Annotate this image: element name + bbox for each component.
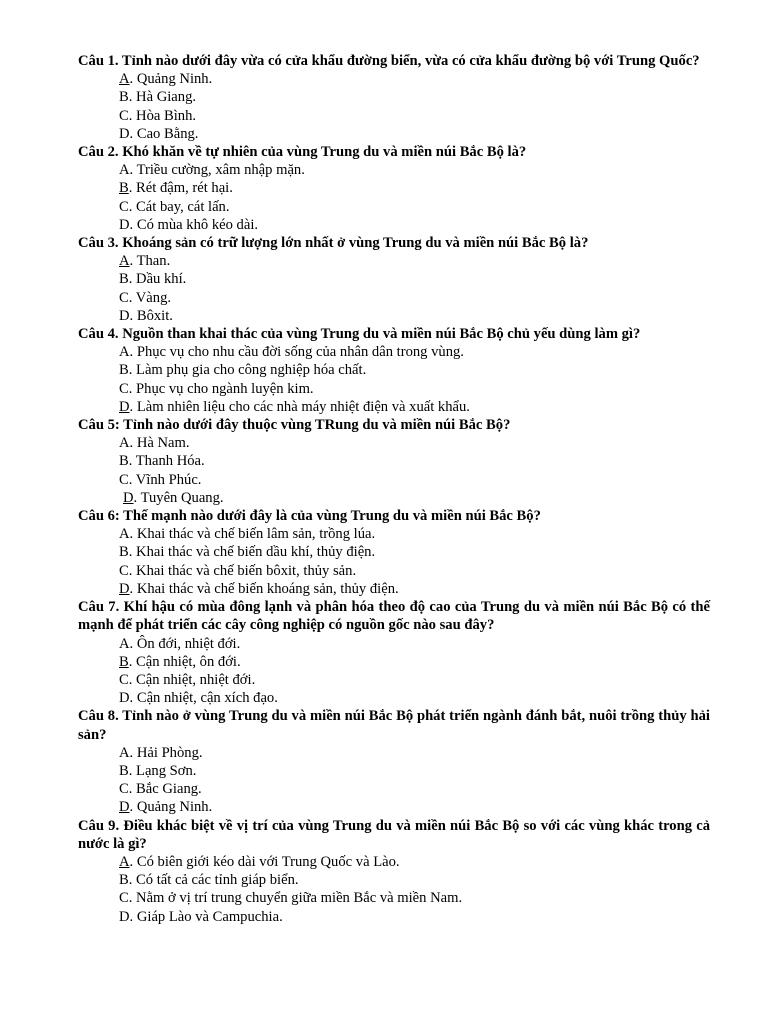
question-block xyxy=(78,143,710,234)
answer-options xyxy=(78,161,710,234)
answer-option-a xyxy=(119,70,710,88)
answer-text: . Hòa Bình. xyxy=(128,107,197,124)
answer-option-d xyxy=(119,580,710,598)
answer-text: . Tuyên Quang. xyxy=(133,489,224,506)
question-block xyxy=(78,416,710,507)
answer-text: . Cận nhiệt, cận xích đạo. xyxy=(129,690,278,707)
answer-text: . Vàng. xyxy=(128,289,172,306)
answer-option-c xyxy=(119,562,710,580)
answer-text: . Phục vụ cho nhu cầu đời sống của nhân dân trong vùng. xyxy=(129,344,464,361)
question-block xyxy=(78,707,710,816)
correct-answer-letter: D xyxy=(119,580,130,597)
correct-answer-letter: B xyxy=(119,180,129,197)
answer-options xyxy=(78,635,710,708)
answer-text: . Thanh Hóa. xyxy=(128,453,205,470)
answer-letter: C xyxy=(119,890,129,907)
question-block xyxy=(78,817,710,926)
answer-text: . Cát bay, cát lấn. xyxy=(128,198,230,215)
answer-text: . Khai thác và chế biến khoáng sản, thủy điện. xyxy=(129,580,399,597)
answer-option-d xyxy=(119,689,710,707)
answer-letter: C xyxy=(119,562,129,579)
answer-option-c xyxy=(119,289,710,307)
answer-option-a xyxy=(119,525,710,543)
answer-option-b xyxy=(119,543,710,561)
answer-option-a xyxy=(119,744,710,762)
answer-text: . Có biên giới kéo dài với Trung Quốc và Lào. xyxy=(129,853,400,870)
question-text: Câu 9. Điều khác biệt về vị trí của vùng Trung du và miền núi Bắc Bộ so với các vùng khác trong cả nước là gì? xyxy=(78,817,710,852)
correct-answer-letter: D xyxy=(119,398,130,415)
answer-text: . Than. xyxy=(129,253,171,270)
answer-options xyxy=(78,525,710,598)
answer-option-c xyxy=(119,471,710,489)
answer-option-a xyxy=(119,252,710,270)
answer-text: . Ôn đới, nhiệt đới. xyxy=(129,635,241,652)
answer-text: . Triều cường, xâm nhập mặn. xyxy=(129,162,305,179)
answer-option-a xyxy=(119,853,710,871)
answer-letter: D xyxy=(119,125,130,142)
answer-text: . Bôxit. xyxy=(129,307,173,324)
question-block xyxy=(78,234,710,325)
correct-answer-letter: A xyxy=(119,253,130,270)
question-text: Câu 5: Tỉnh nào dưới đây thuộc vùng TRung du và miền núi Bắc Bộ? xyxy=(78,417,511,434)
answer-option-b xyxy=(119,179,710,197)
correct-answer-letter: A xyxy=(119,71,130,88)
answer-option-b xyxy=(119,452,710,470)
answer-text: . Hà Giang. xyxy=(128,89,197,106)
answer-option-d xyxy=(119,398,710,416)
question-text: Câu 7. Khí hậu có mùa đông lạnh và phân hóa theo độ cao của Trung du và miền núi Bắc Bộ có thế mạnh để phát triển các cây công nghiệp có nguồn gốc nào sau đây? xyxy=(78,599,710,634)
answer-letter: D xyxy=(119,908,130,925)
answer-option-c xyxy=(119,780,710,798)
answer-letter: B xyxy=(119,544,129,561)
answer-letter: C xyxy=(119,107,129,124)
correct-answer-letter: B xyxy=(119,653,129,670)
answer-option-a xyxy=(119,161,710,179)
answer-text: . Quảng Ninh. xyxy=(129,799,213,816)
answer-option-c xyxy=(119,380,710,398)
answer-letter: D xyxy=(119,307,130,324)
answer-options xyxy=(78,744,710,817)
question-text: Câu 4. Nguồn than khai thác của vùng Trung du và miền núi Bắc Bộ chủ yếu dùng làm gì? xyxy=(78,326,641,343)
question-text: Câu 8. Tỉnh nào ở vùng Trung du và miền núi Bắc Bộ phát triển ngành đánh bắt, nuôi trồng thủy hải sản? xyxy=(78,708,710,743)
answer-text: . Hà Nam. xyxy=(129,435,190,452)
answer-letter: B xyxy=(119,89,129,106)
answer-letter: A xyxy=(119,435,130,452)
answer-text: . Nằm ở vị trí trung chuyển giữa miền Bắc và miền Nam. xyxy=(128,890,463,907)
answer-letter: B xyxy=(119,271,129,288)
correct-answer-letter: A xyxy=(119,853,130,870)
answer-text: . Cận nhiệt, ôn đới. xyxy=(128,653,241,670)
answer-text: . Bắc Giang. xyxy=(128,781,202,798)
answer-letter: D xyxy=(119,216,130,233)
answer-option-d xyxy=(119,908,710,926)
answer-option-a xyxy=(119,343,710,361)
answer-option-b xyxy=(119,270,710,288)
question-block xyxy=(78,598,710,707)
answer-letter: A xyxy=(119,162,130,179)
answer-option-d xyxy=(119,125,710,143)
answer-text: . Quảng Ninh. xyxy=(129,71,213,88)
answer-options xyxy=(78,70,710,143)
question-block xyxy=(78,52,710,143)
answer-option-d xyxy=(119,489,710,507)
answer-letter: A xyxy=(119,526,130,543)
question-text: Câu 2. Khó khăn về tự nhiên của vùng Trung du và miền núi Bắc Bộ là? xyxy=(78,144,527,161)
answer-text: . Dầu khí. xyxy=(128,271,187,288)
answer-text: . Có mùa khô kéo dài. xyxy=(129,216,259,233)
answer-option-b xyxy=(119,762,710,780)
answer-letter: D xyxy=(119,690,130,707)
answer-text: . Cao Bằng. xyxy=(129,125,199,142)
correct-answer-letter: D xyxy=(123,489,134,506)
answer-options xyxy=(78,343,710,416)
answer-text: . Có tất cả các tỉnh giáp biển. xyxy=(128,872,299,889)
answer-option-d xyxy=(119,307,710,325)
answer-option-c xyxy=(119,198,710,216)
question-text: Câu 3. Khoáng sản có trữ lượng lớn nhất ở vùng Trung du và miền núi Bắc Bộ là? xyxy=(78,235,589,252)
answer-options xyxy=(78,853,710,926)
answer-option-d xyxy=(119,798,710,816)
answer-option-c xyxy=(119,671,710,689)
question-block xyxy=(78,507,710,598)
answer-text: . Rét đậm, rét hại. xyxy=(128,180,233,197)
answer-letter: A xyxy=(119,744,130,761)
answer-letter: C xyxy=(119,781,129,798)
question-block xyxy=(78,325,710,416)
answer-option-c xyxy=(119,107,710,125)
answer-option-d xyxy=(119,216,710,234)
answer-options xyxy=(78,252,710,325)
answer-text: . Khai thác và chế biến lâm sản, trồng lúa. xyxy=(129,526,376,543)
answer-option-b xyxy=(119,653,710,671)
question-text: Câu 6: Thế mạnh nào dưới đây là của vùng Trung du và miền núi Bắc Bộ? xyxy=(78,508,541,525)
answer-letter: C xyxy=(119,380,129,397)
answer-letter: C xyxy=(119,471,129,488)
answer-text: . Khai thác và chế biến dầu khí, thủy điện. xyxy=(128,544,376,561)
quiz-list xyxy=(78,52,710,926)
question-text: Câu 1. Tỉnh nào dưới đây vừa có cửa khẩu đường biển, vừa có cửa khẩu đường bộ với Trung Quốc? xyxy=(78,53,700,69)
answer-letter: B xyxy=(119,872,129,889)
answer-option-a xyxy=(119,434,710,452)
answer-text: . Làm phụ gia cho công nghiệp hóa chất. xyxy=(128,362,367,379)
answer-text: . Phục vụ cho ngành luyện kim. xyxy=(128,380,314,397)
answer-text: . Lạng Sơn. xyxy=(128,762,197,779)
answer-option-b xyxy=(119,871,710,889)
answer-letter: A xyxy=(119,344,130,361)
answer-text: . Làm nhiên liệu cho các nhà máy nhiệt điện và xuất khẩu. xyxy=(129,398,470,415)
answer-letter: C xyxy=(119,289,129,306)
correct-answer-letter: D xyxy=(119,799,130,816)
answer-letter: C xyxy=(119,671,129,688)
answer-option-a xyxy=(119,635,710,653)
answer-letter: B xyxy=(119,362,129,379)
answer-text: . Giáp Lào và Campuchia. xyxy=(129,908,283,925)
answer-option-c xyxy=(119,889,710,907)
answer-options xyxy=(78,434,710,507)
answer-text: . Hải Phòng. xyxy=(129,744,203,761)
answer-letter: B xyxy=(119,453,129,470)
answer-text: . Cận nhiệt, nhiệt đới. xyxy=(128,671,256,688)
answer-letter: B xyxy=(119,762,129,779)
answer-option-b xyxy=(119,361,710,379)
answer-text: . Khai thác và chế biến bôxit, thủy sản. xyxy=(128,562,357,579)
answer-option-b xyxy=(119,88,710,106)
answer-letter: C xyxy=(119,198,129,215)
answer-letter: A xyxy=(119,635,130,652)
answer-text: . Vĩnh Phúc. xyxy=(128,471,202,488)
